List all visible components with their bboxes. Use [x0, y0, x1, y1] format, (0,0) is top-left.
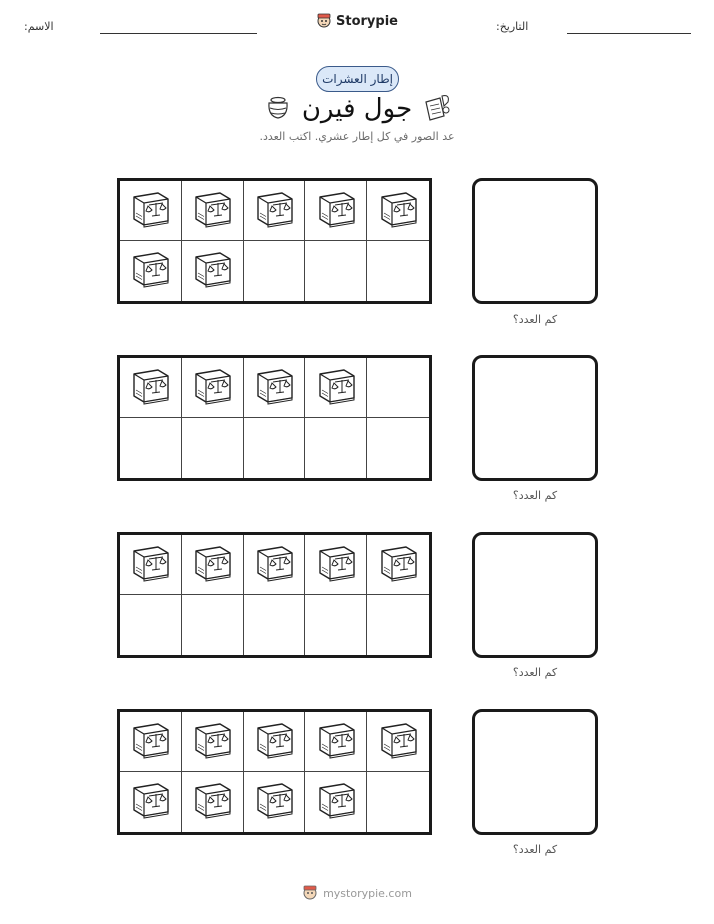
frame-cell: [120, 772, 182, 832]
law-book-icon: [190, 720, 234, 764]
ten-frame-2: [117, 355, 432, 481]
law-book-icon: [252, 780, 296, 824]
law-book-icon: [252, 720, 296, 764]
frame-cell: [367, 358, 429, 418]
frame-cell: [367, 241, 429, 301]
frame-cell: [244, 181, 306, 241]
ten-frame-3: [117, 532, 432, 658]
frame-cell: [367, 712, 429, 772]
question-label-2: كم العدد؟: [512, 489, 558, 502]
frame-cell: [305, 181, 367, 241]
frame-cell: [120, 181, 182, 241]
frame-cell: [182, 595, 244, 655]
law-book-icon: [314, 720, 358, 764]
name-line[interactable]: [100, 33, 257, 34]
topic-badge: إطار العشرات: [316, 66, 399, 92]
law-book-icon: [128, 780, 172, 824]
frame-cell: [305, 241, 367, 301]
storypie-mascot-icon: [316, 12, 332, 30]
law-book-icon: [376, 189, 420, 233]
question-label-3: كم العدد؟: [512, 666, 558, 679]
law-book-icon: [252, 366, 296, 410]
brand-logo: [0, 12, 714, 30]
law-book-icon: [190, 189, 234, 233]
frame-cell: [120, 595, 182, 655]
frame-cell: [305, 418, 367, 478]
frame-cell: [367, 418, 429, 478]
frame-cell: [120, 358, 182, 418]
frame-cell: [182, 358, 244, 418]
storypie-mascot-icon: [302, 884, 318, 902]
law-book-icon: [128, 720, 172, 764]
frame-cell: [244, 358, 306, 418]
frame-cell: [367, 181, 429, 241]
frame-cell: [182, 772, 244, 832]
frame-cell: [120, 712, 182, 772]
law-book-icon: [128, 249, 172, 293]
ten-frame-1: [117, 178, 432, 304]
frame-cell: [244, 772, 306, 832]
frame-cell: [305, 535, 367, 595]
law-book-icon: [190, 249, 234, 293]
law-book-icon: [314, 780, 358, 824]
question-label-1: كم العدد؟: [512, 313, 558, 326]
answer-box-3[interactable]: [472, 532, 598, 658]
name-label: الاسم:: [24, 20, 54, 33]
frame-cell: [182, 712, 244, 772]
footer: [0, 884, 714, 902]
law-book-icon: [190, 366, 234, 410]
frame-cell: [120, 535, 182, 595]
brand-name: Storypie: [336, 13, 398, 29]
frame-cell: [305, 772, 367, 832]
law-book-icon: [128, 366, 172, 410]
law-book-icon: [314, 543, 358, 587]
law-book-icon: [252, 189, 296, 233]
frame-cell: [182, 181, 244, 241]
answer-box-2[interactable]: [472, 355, 598, 481]
law-book-icon: [190, 543, 234, 587]
frame-cell: [182, 241, 244, 301]
answer-box-4[interactable]: [472, 709, 598, 835]
instructions: عد الصور في كل إطار عشري. اكتب العدد.: [259, 130, 455, 143]
date-line[interactable]: [567, 33, 691, 34]
law-book-icon: [314, 366, 358, 410]
page-title: جول فيرن: [301, 94, 413, 124]
frame-cell: [305, 712, 367, 772]
law-book-icon: [252, 543, 296, 587]
frame-cell: [182, 418, 244, 478]
answer-box-1[interactable]: [472, 178, 598, 304]
law-book-icon: [128, 543, 172, 587]
frame-cell: [120, 241, 182, 301]
footer-url: mystorypie.com: [323, 886, 412, 900]
ten-frame-4: [117, 709, 432, 835]
law-book-icon: [376, 720, 420, 764]
question-label-4: كم العدد؟: [512, 843, 558, 856]
frame-cell: [182, 535, 244, 595]
date-label: التاريخ:: [496, 20, 529, 33]
law-book-icon: [128, 189, 172, 233]
law-book-icon: [376, 543, 420, 587]
law-book-icon: [190, 780, 234, 824]
frame-cell: [305, 595, 367, 655]
frame-cell: [367, 772, 429, 832]
frame-cell: [244, 418, 306, 478]
frame-cell: [244, 535, 306, 595]
law-book-icon: [314, 189, 358, 233]
frame-cell: [367, 595, 429, 655]
frame-cell: [367, 535, 429, 595]
frame-cell: [244, 595, 306, 655]
frame-cell: [120, 418, 182, 478]
frame-cell: [244, 241, 306, 301]
frame-cell: [305, 358, 367, 418]
frame-cell: [244, 712, 306, 772]
